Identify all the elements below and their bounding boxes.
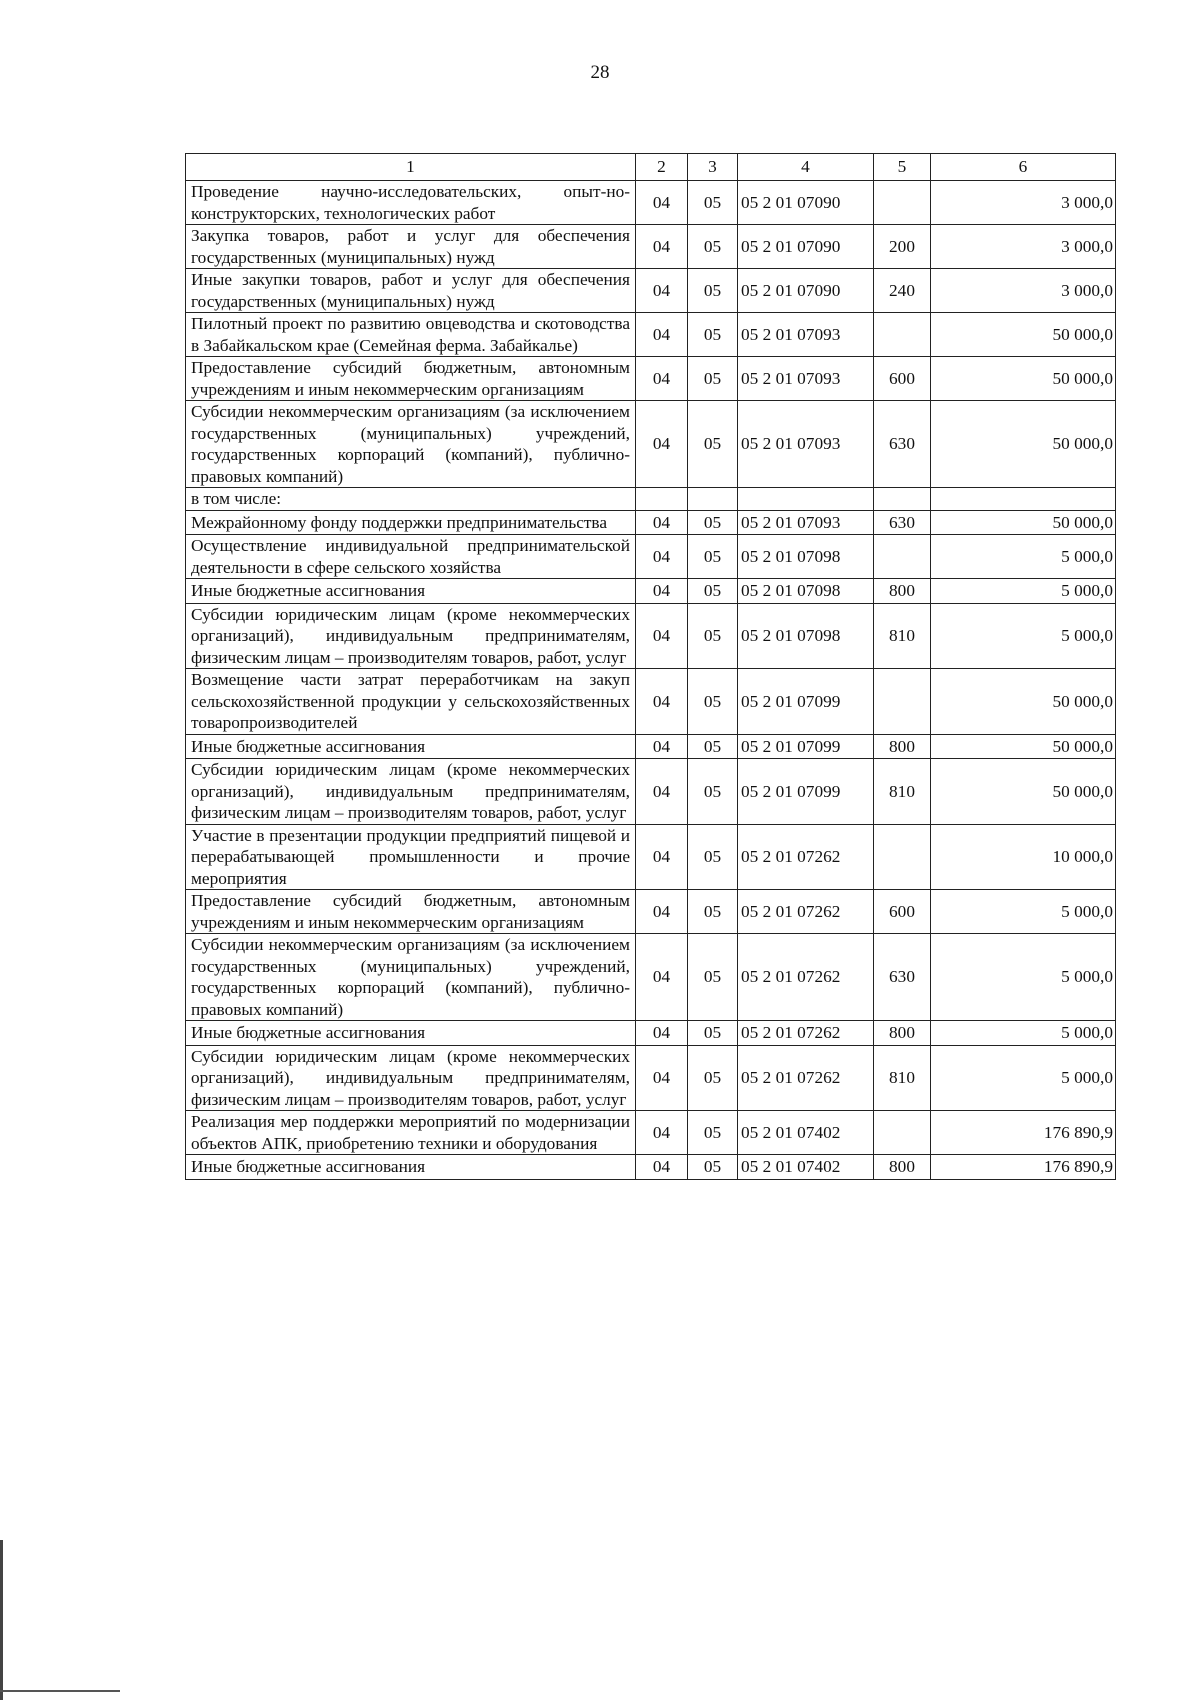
row-code-cell: 05 2 01 07099	[738, 759, 874, 825]
row-amount-cell: 5 000,0	[931, 934, 1116, 1021]
row-subsection-cell: 05	[688, 510, 738, 535]
row-section-cell: 04	[636, 579, 688, 604]
table-row	[186, 181, 1116, 225]
table-row	[186, 535, 1116, 579]
row-name-cell: Закупка товаров, работ и услуг для обеспечения государственных (муниципальных) нужд	[186, 225, 636, 269]
table-row	[186, 934, 1116, 1021]
row-amount-cell: 50 000,0	[931, 669, 1116, 735]
row-code-cell: 05 2 01 07402	[738, 1111, 874, 1155]
row-type-cell: 630	[874, 401, 931, 488]
row-name-cell: Участие в презентации продукции предприятий пищевой и перерабатывающей промышленности и прочие мероприятия	[186, 824, 636, 890]
row-name-cell: Иные бюджетные ассигнования	[186, 1155, 636, 1180]
row-name-cell: Осуществление индивидуальной предпринимательской деятельности в сфере сельского хозяйства	[186, 535, 636, 579]
row-name-cell: Субсидии юридическим лицам (кроме некоммерческих организаций), индивидуальным предпринимателям, физическим лицам – производителям товаров, работ, услуг	[186, 603, 636, 669]
row-code-cell: 05 2 01 07262	[738, 824, 874, 890]
scan-margin-line	[0, 1540, 3, 1700]
row-section-cell: 04	[636, 1155, 688, 1180]
page-number: 28	[590, 62, 610, 83]
table-row	[186, 401, 1116, 488]
row-name-cell: Предоставление субсидий бюджетным, автономным учреждениям и иным некоммерческим организациям	[186, 357, 636, 401]
row-name-cell: Субсидии юридическим лицам (кроме некоммерческих организаций), индивидуальным предпринимателям, физическим лицам – производителям товаров, работ, услуг	[186, 1045, 636, 1111]
row-amount-cell: 50 000,0	[931, 401, 1116, 488]
row-name-cell: Субсидии юридическим лицам (кроме некоммерческих организаций), индивидуальным предпринимателям, физическим лицам – производителям товаров, работ, услуг	[186, 759, 636, 825]
row-amount-cell: 5 000,0	[931, 603, 1116, 669]
row-code-cell: 05 2 01 07090	[738, 269, 874, 313]
row-subsection-cell: 05	[688, 1155, 738, 1180]
row-code-cell: 05 2 01 07402	[738, 1155, 874, 1180]
row-code-cell: 05 2 01 07262	[738, 934, 874, 1021]
table-header-row	[186, 154, 1116, 181]
row-subsection-cell: 05	[688, 890, 738, 934]
row-name-cell: Иные бюджетные ассигнования	[186, 579, 636, 604]
row-code-cell: 05 2 01 07093	[738, 510, 874, 535]
row-section-cell: 04	[636, 1021, 688, 1046]
row-section-cell: 04	[636, 1045, 688, 1111]
row-section-cell: 04	[636, 890, 688, 934]
row-name-cell: Пилотный проект по развитию овцеводства и скотоводства в Забайкальском крае (Семейная ферма. Забайкалье)	[186, 313, 636, 357]
row-section-cell: 04	[636, 824, 688, 890]
row-section-cell: 04	[636, 734, 688, 759]
row-amount-cell: 50 000,0	[931, 510, 1116, 535]
row-amount-cell: 5 000,0	[931, 1021, 1116, 1046]
header-cell: 2	[636, 154, 688, 181]
table-row	[186, 824, 1116, 890]
row-subsection-cell: 05	[688, 357, 738, 401]
row-subsection-cell: 05	[688, 313, 738, 357]
row-code-cell: 05 2 01 07098	[738, 603, 874, 669]
row-type-cell	[874, 488, 931, 511]
row-amount-cell: 5 000,0	[931, 890, 1116, 934]
row-subsection-cell: 05	[688, 579, 738, 604]
row-type-cell: 240	[874, 269, 931, 313]
row-code-cell: 05 2 01 07262	[738, 1021, 874, 1046]
scan-bottom-line	[0, 1690, 120, 1692]
row-code-cell: 05 2 01 07090	[738, 181, 874, 225]
row-type-cell: 630	[874, 510, 931, 535]
row-section-cell: 04	[636, 269, 688, 313]
row-type-cell: 600	[874, 357, 931, 401]
row-code-cell: 05 2 01 07093	[738, 357, 874, 401]
row-name-cell: Иные бюджетные ассигнования	[186, 734, 636, 759]
row-subsection-cell: 05	[688, 824, 738, 890]
row-code-cell: 05 2 01 07262	[738, 890, 874, 934]
row-type-cell	[874, 535, 931, 579]
row-type-cell	[874, 669, 931, 735]
row-subsection-cell: 05	[688, 225, 738, 269]
row-section-cell: 04	[636, 313, 688, 357]
row-amount-cell	[931, 488, 1116, 511]
row-subsection-cell: 05	[688, 669, 738, 735]
table-row	[186, 1021, 1116, 1046]
row-name-cell: Субсидии некоммерческим организациям (за исключением государственных (муниципальных) учреждений, государственных корпораций (компаний), публично-правовых компаний)	[186, 934, 636, 1021]
row-amount-cell: 3 000,0	[931, 269, 1116, 313]
row-amount-cell: 176 890,9	[931, 1111, 1116, 1155]
table-row	[186, 488, 1116, 511]
row-name-cell: Проведение научно-исследовательских, опыт-но-конструкторских, технологических работ	[186, 181, 636, 225]
row-section-cell: 04	[636, 401, 688, 488]
row-name-cell: в том числе:	[186, 488, 636, 511]
header-cell: 5	[874, 154, 931, 181]
row-section-cell: 04	[636, 510, 688, 535]
table-row	[186, 225, 1116, 269]
row-name-cell: Реализация мер поддержки мероприятий по модернизации объектов АПК, приобретению техники и оборудования	[186, 1111, 636, 1155]
row-subsection-cell: 05	[688, 1111, 738, 1155]
row-type-cell: 810	[874, 759, 931, 825]
row-code-cell: 05 2 01 07093	[738, 313, 874, 357]
row-subsection-cell: 05	[688, 535, 738, 579]
row-code-cell: 05 2 01 07093	[738, 401, 874, 488]
row-amount-cell: 50 000,0	[931, 313, 1116, 357]
row-name-cell: Возмещение части затрат переработчикам на закуп сельскохозяйственной продукции у сельскохозяйственных товаропроизводителей	[186, 669, 636, 735]
row-type-cell: 810	[874, 603, 931, 669]
row-subsection-cell: 05	[688, 1021, 738, 1046]
table-row	[186, 603, 1116, 669]
row-type-cell	[874, 824, 931, 890]
row-section-cell: 04	[636, 535, 688, 579]
row-type-cell: 630	[874, 934, 931, 1021]
row-section-cell: 04	[636, 181, 688, 225]
table-row	[186, 1155, 1116, 1180]
row-amount-cell: 5 000,0	[931, 535, 1116, 579]
row-type-cell: 200	[874, 225, 931, 269]
row-type-cell	[874, 313, 931, 357]
row-section-cell: 04	[636, 357, 688, 401]
row-code-cell: 05 2 01 07098	[738, 579, 874, 604]
header-cell: 6	[931, 154, 1116, 181]
row-subsection-cell: 05	[688, 269, 738, 313]
table-row	[186, 734, 1116, 759]
row-subsection-cell: 05	[688, 181, 738, 225]
row-amount-cell: 50 000,0	[931, 759, 1116, 825]
row-name-cell: Иные бюджетные ассигнования	[186, 1021, 636, 1046]
row-section-cell: 04	[636, 759, 688, 825]
table-row	[186, 669, 1116, 735]
row-section-cell: 04	[636, 1111, 688, 1155]
row-name-cell: Субсидии некоммерческим организациям (за исключением государственных (муниципальных) учреждений, государственных корпораций (компаний), публично-правовых компаний)	[186, 401, 636, 488]
row-amount-cell: 50 000,0	[931, 357, 1116, 401]
row-section-cell: 04	[636, 669, 688, 735]
row-amount-cell: 50 000,0	[931, 734, 1116, 759]
header-cell: 1	[186, 154, 636, 181]
row-type-cell: 800	[874, 1155, 931, 1180]
row-subsection-cell	[688, 488, 738, 511]
row-code-cell: 05 2 01 07098	[738, 535, 874, 579]
row-name-cell: Межрайонному фонду поддержки предпринимательства	[186, 510, 636, 535]
row-code-cell: 05 2 01 07099	[738, 669, 874, 735]
table-body	[186, 181, 1116, 1180]
row-amount-cell: 3 000,0	[931, 225, 1116, 269]
row-subsection-cell: 05	[688, 934, 738, 1021]
row-amount-cell: 5 000,0	[931, 579, 1116, 604]
table-row	[186, 890, 1116, 934]
table-row	[186, 357, 1116, 401]
row-type-cell: 600	[874, 890, 931, 934]
row-section-cell: 04	[636, 603, 688, 669]
row-subsection-cell: 05	[688, 759, 738, 825]
table-row	[186, 759, 1116, 825]
row-name-cell: Иные закупки товаров, работ и услуг для обеспечения государственных (муниципальных) нужд	[186, 269, 636, 313]
row-subsection-cell: 05	[688, 734, 738, 759]
row-amount-cell: 3 000,0	[931, 181, 1116, 225]
table-row	[186, 1045, 1116, 1111]
row-section-cell: 04	[636, 225, 688, 269]
row-subsection-cell: 05	[688, 1045, 738, 1111]
header-cell: 4	[738, 154, 874, 181]
row-amount-cell: 176 890,9	[931, 1155, 1116, 1180]
row-code-cell: 05 2 01 07262	[738, 1045, 874, 1111]
row-section-cell	[636, 488, 688, 511]
budget-table	[185, 153, 1116, 1180]
row-type-cell	[874, 1111, 931, 1155]
row-type-cell: 800	[874, 734, 931, 759]
table-row	[186, 313, 1116, 357]
row-code-cell	[738, 488, 874, 511]
table-row	[186, 269, 1116, 313]
row-name-cell: Предоставление субсидий бюджетным, автономным учреждениям и иным некоммерческим организациям	[186, 890, 636, 934]
row-type-cell	[874, 181, 931, 225]
row-type-cell: 800	[874, 1021, 931, 1046]
row-type-cell: 810	[874, 1045, 931, 1111]
row-subsection-cell: 05	[688, 401, 738, 488]
table-row	[186, 510, 1116, 535]
row-amount-cell: 10 000,0	[931, 824, 1116, 890]
table-row	[186, 1111, 1116, 1155]
table-row	[186, 579, 1116, 604]
header-cell: 3	[688, 154, 738, 181]
row-code-cell: 05 2 01 07099	[738, 734, 874, 759]
row-type-cell: 800	[874, 579, 931, 604]
row-amount-cell: 5 000,0	[931, 1045, 1116, 1111]
row-subsection-cell: 05	[688, 603, 738, 669]
row-section-cell: 04	[636, 934, 688, 1021]
row-code-cell: 05 2 01 07090	[738, 225, 874, 269]
